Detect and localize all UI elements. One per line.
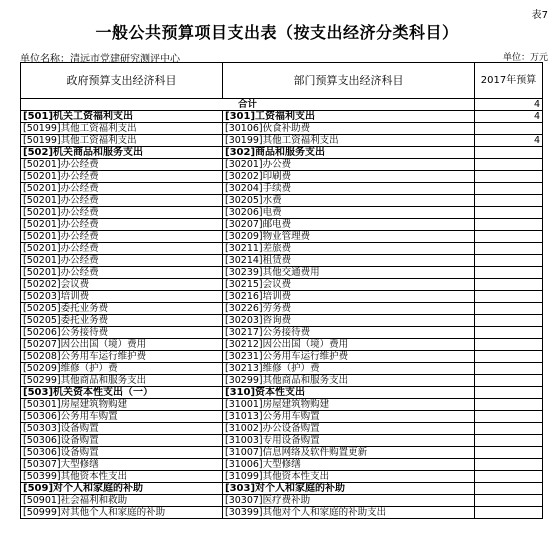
dept-account-cell: [30202]印刷费 bbox=[223, 171, 475, 183]
gov-account-cell: [50303]设备购置 bbox=[21, 423, 223, 435]
total-row bbox=[21, 99, 543, 111]
budget-value-cell bbox=[475, 459, 543, 471]
dept-account-cell: [30216]培训费 bbox=[223, 291, 475, 303]
budget-value-cell bbox=[475, 447, 543, 459]
budget-value-cell: 4 bbox=[475, 111, 543, 123]
dept-account-cell: [30226]劳务费 bbox=[223, 303, 475, 315]
gov-account-cell: [50301]房屋建筑物购建 bbox=[21, 399, 223, 411]
table-row bbox=[21, 435, 543, 447]
dept-account-cell: [30205]水费 bbox=[223, 195, 475, 207]
table-row bbox=[21, 123, 543, 135]
gov-account-cell: [502]机关商品和服务支出 bbox=[21, 147, 223, 159]
budget-value-cell bbox=[475, 255, 543, 267]
table-number: 表7 bbox=[531, 10, 548, 21]
dept-account-cell: [31013]公务用车购置 bbox=[223, 411, 475, 423]
budget-value-cell bbox=[475, 315, 543, 327]
gov-account-cell: [50209]维修（护）费 bbox=[21, 363, 223, 375]
budget-table bbox=[20, 62, 543, 519]
budget-value-cell bbox=[475, 195, 543, 207]
table-row bbox=[21, 183, 543, 195]
table-row bbox=[21, 207, 543, 219]
header-gov-account: 政府预算支出经济科目 bbox=[21, 63, 223, 99]
budget-value-cell bbox=[475, 171, 543, 183]
budget-value-cell bbox=[475, 231, 543, 243]
dept-account-cell: [303]对个人和家庭的补助 bbox=[223, 483, 475, 495]
dept-account-cell: [30217]公务接待费 bbox=[223, 327, 475, 339]
gov-account-cell: [50299]其他商品和服务支出 bbox=[21, 375, 223, 387]
gov-account-cell: [50201]办公经费 bbox=[21, 231, 223, 243]
gov-account-cell: [50306]设备购置 bbox=[21, 435, 223, 447]
table-row bbox=[21, 159, 543, 171]
gov-account-cell: [509]对个人和家庭的补助 bbox=[21, 483, 223, 495]
dept-account-cell: [30212]因公出国（境）费用 bbox=[223, 339, 475, 351]
table-row bbox=[21, 411, 543, 423]
budget-value-cell bbox=[475, 507, 543, 519]
budget-value-cell bbox=[475, 483, 543, 495]
dept-account-cell: [30206]电费 bbox=[223, 207, 475, 219]
gov-account-cell: [50199]其他工资福利支出 bbox=[21, 135, 223, 147]
total-label: 合计 bbox=[21, 99, 475, 111]
table-row bbox=[21, 291, 543, 303]
gov-account-cell: [50201]办公经费 bbox=[21, 219, 223, 231]
table-row bbox=[21, 327, 543, 339]
budget-value-cell bbox=[475, 303, 543, 315]
gov-account-cell: [50201]办公经费 bbox=[21, 243, 223, 255]
gov-account-cell: [50201]办公经费 bbox=[21, 255, 223, 267]
budget-value-cell bbox=[475, 435, 543, 447]
page-title: 一般公共预算项目支出表（按支出经济分类科目） bbox=[95, 23, 459, 42]
dept-account-cell: [31003]专用设备购置 bbox=[223, 435, 475, 447]
budget-value-cell bbox=[475, 387, 543, 399]
dept-account-cell: [30231]公务用车运行维护费 bbox=[223, 351, 475, 363]
group-row bbox=[21, 387, 543, 399]
table-row bbox=[21, 471, 543, 483]
budget-value-cell bbox=[475, 183, 543, 195]
table-row bbox=[21, 363, 543, 375]
budget-value-cell bbox=[475, 351, 543, 363]
budget-value-cell: 4 bbox=[475, 135, 543, 147]
table-row bbox=[21, 339, 543, 351]
unit-name: 单位名称：清远市党建研究测评中心 bbox=[20, 54, 180, 65]
gov-account-cell: [503]机关资本性支出（一） bbox=[21, 387, 223, 399]
dept-account-cell: [31007]信息网络及软件购置更新 bbox=[223, 447, 475, 459]
table-row bbox=[21, 315, 543, 327]
dept-account-cell: [31002]办公设备购置 bbox=[223, 423, 475, 435]
gov-account-cell: [50205]委托业务费 bbox=[21, 303, 223, 315]
table-row bbox=[21, 195, 543, 207]
budget-value-cell bbox=[475, 399, 543, 411]
budget-value-cell bbox=[475, 243, 543, 255]
dept-account-cell: [31001]房屋建筑物购建 bbox=[223, 399, 475, 411]
table-row bbox=[21, 375, 543, 387]
dept-account-cell: [30307]医疗费补助 bbox=[223, 495, 475, 507]
gov-account-cell: [50199]其他工资福利支出 bbox=[21, 123, 223, 135]
table-row bbox=[21, 231, 543, 243]
header-dept-account: 部门预算支出经济科目 bbox=[223, 63, 475, 99]
table-row bbox=[21, 243, 543, 255]
budget-value-cell bbox=[475, 495, 543, 507]
budget-value-cell bbox=[475, 411, 543, 423]
dept-account-cell: [30215]会议费 bbox=[223, 279, 475, 291]
budget-value-cell bbox=[475, 291, 543, 303]
budget-value-cell bbox=[475, 147, 543, 159]
gov-account-cell: [50203]培训费 bbox=[21, 291, 223, 303]
budget-value-cell bbox=[475, 471, 543, 483]
group-row bbox=[21, 111, 543, 123]
gov-account-cell: [50306]设备购置 bbox=[21, 447, 223, 459]
total-value: 4 bbox=[475, 99, 543, 111]
table-row bbox=[21, 267, 543, 279]
gov-account-cell: [50306]公务用车购置 bbox=[21, 411, 223, 423]
table-row bbox=[21, 351, 543, 363]
group-row bbox=[21, 147, 543, 159]
gov-account-cell: [50205]委托业务费 bbox=[21, 315, 223, 327]
table-row bbox=[21, 423, 543, 435]
budget-value-cell bbox=[475, 339, 543, 351]
dept-account-cell: [31006]大型修缮 bbox=[223, 459, 475, 471]
table-row bbox=[21, 135, 543, 147]
gov-account-cell: [50207]因公出国（境）费用 bbox=[21, 339, 223, 351]
budget-value-cell bbox=[475, 207, 543, 219]
dept-account-cell: [30209]物业管理费 bbox=[223, 231, 475, 243]
budget-value-cell bbox=[475, 279, 543, 291]
dept-account-cell: [30399]其他对个人和家庭的补助支出 bbox=[223, 507, 475, 519]
dept-account-cell: [30203]咨询费 bbox=[223, 315, 475, 327]
gov-account-cell: [50206]公务接待费 bbox=[21, 327, 223, 339]
dept-account-cell: [310]资本性支出 bbox=[223, 387, 475, 399]
budget-value-cell bbox=[475, 267, 543, 279]
table-row bbox=[21, 447, 543, 459]
dept-account-cell: [30199]其他工资福利支出 bbox=[223, 135, 475, 147]
dept-account-cell: [30213]维修（护）费 bbox=[223, 363, 475, 375]
table-row bbox=[21, 219, 543, 231]
table-row bbox=[21, 255, 543, 267]
dept-account-cell: [30106]伙食补助费 bbox=[223, 123, 475, 135]
budget-value-cell bbox=[475, 123, 543, 135]
gov-account-cell: [50901]社会福利和救助 bbox=[21, 495, 223, 507]
dept-account-cell: [30239]其他交通费用 bbox=[223, 267, 475, 279]
table-row bbox=[21, 303, 543, 315]
dept-account-cell: [30214]租赁费 bbox=[223, 255, 475, 267]
budget-value-cell bbox=[475, 363, 543, 375]
gov-account-cell: [50202]会议费 bbox=[21, 279, 223, 291]
gov-account-cell: [50399]其他资本性支出 bbox=[21, 471, 223, 483]
dept-account-cell: [30207]邮电费 bbox=[223, 219, 475, 231]
table-row bbox=[21, 279, 543, 291]
budget-value-cell bbox=[475, 375, 543, 387]
gov-account-cell: [501]机关工资福利支出 bbox=[21, 111, 223, 123]
budget-value-cell bbox=[475, 219, 543, 231]
dept-account-cell: [301]工资福利支出 bbox=[223, 111, 475, 123]
dept-account-cell: [30201]办公费 bbox=[223, 159, 475, 171]
gov-account-cell: [50201]办公经费 bbox=[21, 183, 223, 195]
gov-account-cell: [50201]办公经费 bbox=[21, 159, 223, 171]
dept-account-cell: [30204]手续费 bbox=[223, 183, 475, 195]
table-row bbox=[21, 507, 543, 519]
header-year-budget: 2017年预算 bbox=[475, 63, 543, 99]
gov-account-cell: [50201]办公经费 bbox=[21, 207, 223, 219]
gov-account-cell: [50201]办公经费 bbox=[21, 267, 223, 279]
unit-label: 单位：万元 bbox=[502, 53, 548, 63]
dept-account-cell: [30211]差旅费 bbox=[223, 243, 475, 255]
dept-account-cell: [302]商品和服务支出 bbox=[223, 147, 475, 159]
budget-value-cell bbox=[475, 423, 543, 435]
dept-account-cell: [31099]其他资本性支出 bbox=[223, 471, 475, 483]
gov-account-cell: [50208]公务用车运行维护费 bbox=[21, 351, 223, 363]
gov-account-cell: [50201]办公经费 bbox=[21, 171, 223, 183]
table-row bbox=[21, 171, 543, 183]
table-row bbox=[21, 495, 543, 507]
table-row bbox=[21, 459, 543, 471]
header-row bbox=[21, 63, 543, 99]
budget-value-cell bbox=[475, 327, 543, 339]
group-row bbox=[21, 483, 543, 495]
dept-account-cell: [30299]其他商品和服务支出 bbox=[223, 375, 475, 387]
gov-account-cell: [50201]办公经费 bbox=[21, 195, 223, 207]
budget-value-cell bbox=[475, 159, 543, 171]
gov-account-cell: [50307]大型修缮 bbox=[21, 459, 223, 471]
table-row bbox=[21, 399, 543, 411]
gov-account-cell: [50999]对其他个人和家庭的补助 bbox=[21, 507, 223, 519]
